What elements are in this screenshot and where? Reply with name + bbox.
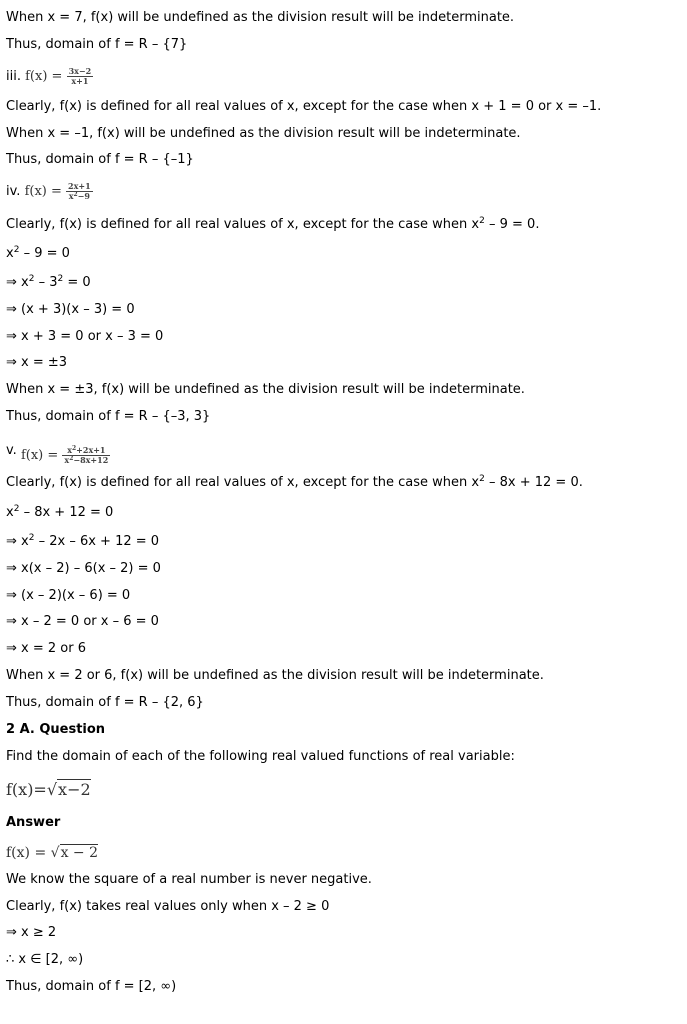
text-line: When x = 2 or 6, f(x) will be undefined as the division result will be indeterminate. bbox=[6, 668, 544, 683]
step-line: ⇒ $x^2 - 2x - 6x + 12 = 0$ bbox=[6, 533, 160, 549]
part-label: iii. bbox=[6, 69, 21, 84]
part-label: v. bbox=[6, 443, 17, 458]
radicand: x−2 bbox=[58, 780, 91, 799]
part-iv-formula bbox=[6, 179, 93, 205]
step-line: ⇒ $x^2 - 3^2 = 0$ bbox=[6, 274, 91, 290]
step-line: ⇒ x + 3 = 0 or x – 3 = 0 bbox=[6, 329, 164, 344]
step-line: $x^2 - 9 = 0$ bbox=[6, 245, 70, 261]
fraction bbox=[66, 182, 93, 201]
answer-formula bbox=[6, 841, 98, 865]
step-line: ⇒ x(x – 2) – 6(x – 2) = 0 bbox=[6, 561, 161, 576]
text-line: Clearly, f(x) is defined for all real values of x, except for the case when $x^2 - 8x + 12 = 0$. bbox=[6, 474, 583, 490]
step-line: ⇒ x = 2 or 6 bbox=[6, 641, 86, 656]
part-iii-formula bbox=[6, 64, 93, 90]
fraction-denominator: x+1 bbox=[71, 76, 89, 86]
question-prompt: Find the domain of each of the following real valued functions of real variable: bbox=[6, 749, 515, 764]
radicand: x − 2 bbox=[60, 845, 98, 861]
question-formula bbox=[6, 777, 91, 803]
text-line: We know the square of a real number is never negative. bbox=[6, 872, 372, 887]
function-lhs: f(x) = bbox=[20, 448, 59, 463]
step-line: ⇒ x = ±3 bbox=[6, 355, 68, 370]
text-line: Thus, domain of f = R – {2, 6} bbox=[6, 695, 204, 710]
sqrt-icon: √ bbox=[46, 780, 58, 799]
fraction-denominator: $x^2-9$ bbox=[68, 191, 90, 201]
question-heading: 2 A. Question bbox=[6, 722, 106, 737]
fraction-numerator: 2x+1 bbox=[68, 181, 91, 191]
text-line: When x = ±3, f(x) will be undefined as the division result will be indeterminate. bbox=[6, 382, 525, 397]
fraction-numerator: $x^2+2x+1$ bbox=[62, 446, 110, 456]
text-line: Thus, domain of f = [2, ∞) bbox=[6, 979, 177, 994]
step-line: ⇒ (x – 2)(x – 6) = 0 bbox=[6, 588, 131, 603]
function-lhs: f(x) = bbox=[25, 69, 63, 84]
step-line: ∴ x ∈ [2, ∞) bbox=[6, 952, 84, 967]
part-label: iv. bbox=[6, 184, 21, 199]
function-lhs: f(x) = bbox=[6, 845, 47, 861]
fraction bbox=[62, 446, 110, 465]
part-v-formula bbox=[6, 437, 110, 470]
fraction bbox=[67, 67, 94, 86]
text-line: Clearly, f(x) is defined for all real values of x, except for the case when x + 1 = 0 or x = –1. bbox=[6, 99, 602, 114]
function-lhs: f(x) = bbox=[24, 184, 62, 199]
text-line: Clearly, f(x) is defined for all real values of x, except for the case when $x^2 - 9 = 0$. bbox=[6, 216, 540, 232]
text-line: When x = 7, f(x) will be undefined as the division result will be indeterminate. bbox=[6, 10, 515, 25]
text-line: Thus, domain of f = R – {–3, 3} bbox=[6, 409, 211, 424]
sqrt-icon: √ bbox=[50, 845, 60, 861]
function-lhs: f(x)= bbox=[6, 780, 47, 799]
step-line: $x^2 - 8x + 12 = 0$ bbox=[6, 504, 114, 520]
answer-heading: Answer bbox=[6, 815, 61, 830]
step-line: ⇒ (x + 3)(x – 3) = 0 bbox=[6, 302, 135, 317]
step-line: ⇒ x ≥ 2 bbox=[6, 925, 57, 940]
text-line: When x = –1, f(x) will be undefined as the division result will be indeterminate. bbox=[6, 126, 521, 141]
step-line: ⇒ x – 2 = 0 or x – 6 = 0 bbox=[6, 614, 159, 629]
text-line: Thus, domain of f = R – {–1} bbox=[6, 152, 194, 167]
fraction-numerator: 3x−2 bbox=[68, 66, 92, 76]
text-line: Thus, domain of f = R – {7} bbox=[6, 37, 188, 52]
text-line: Clearly, f(x) takes real values only when x – 2 ≥ 0 bbox=[6, 899, 330, 914]
fraction-denominator: $x^2-8x+12$ bbox=[64, 455, 109, 465]
